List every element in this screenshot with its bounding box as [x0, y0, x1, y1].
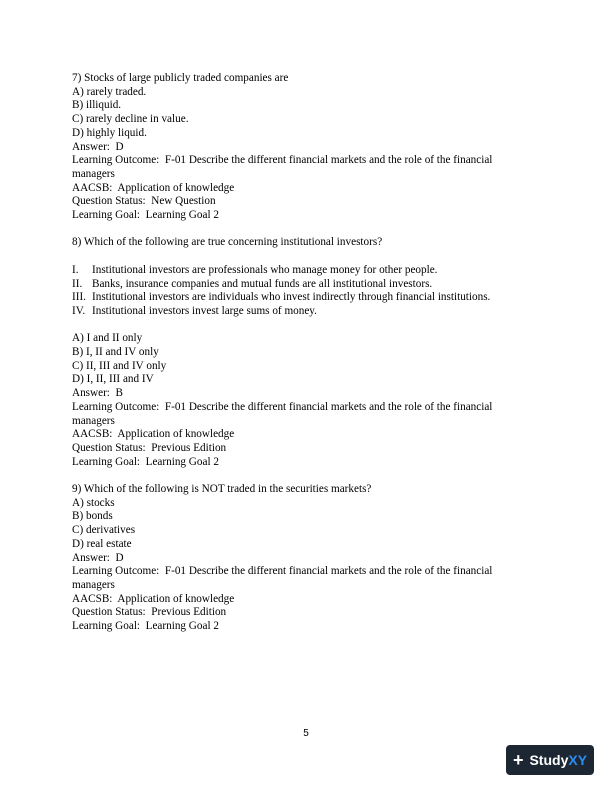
studyxy-logo-text: StudyXY — [529, 752, 588, 768]
aacsb: AACSB: Application of knowledge — [72, 181, 235, 194]
choice-d: D) I, II, III and IV — [72, 373, 154, 386]
question-8 — [72, 236, 552, 469]
learning-outcome: Learning Outcome: F-01 Describe the different financial markets and the role of the financial — [72, 400, 493, 413]
choice-a: A) rarely traded. — [72, 85, 147, 98]
learning-outcome-cont: managers — [72, 414, 115, 427]
choice-b: B) bonds — [72, 510, 113, 523]
learning-outcome: Learning Outcome: F-01 Describe the different financial markets and the role of the financial — [72, 565, 493, 578]
statement-1 — [72, 264, 552, 278]
question-text: 8) Which of the following are true concerning institutional investors? — [72, 236, 383, 249]
choice-c: C) II, III and IV only — [72, 359, 167, 372]
plus-icon: + — [512, 750, 524, 770]
answer: Answer: B — [72, 387, 123, 400]
question-9 — [72, 483, 552, 634]
answer: Answer: D — [72, 551, 124, 564]
question-status: Question Status: Previous Edition — [72, 606, 227, 619]
document-body — [72, 72, 552, 634]
learning-outcome-cont: managers — [72, 167, 115, 180]
aacsb: AACSB: Application of knowledge — [72, 428, 235, 441]
choice-d: D) real estate — [72, 537, 132, 550]
studyxy-badge[interactable] — [506, 745, 594, 775]
statement-text: Banks, insurance companies and mutual funds are all institutional investors. — [92, 277, 433, 290]
learning-goal: Learning Goal: Learning Goal 2 — [72, 620, 219, 633]
statement-4 — [72, 305, 552, 319]
statement-number: I. — [72, 263, 79, 276]
learning-goal: Learning Goal: Learning Goal 2 — [72, 455, 219, 468]
question-7 — [72, 72, 552, 223]
choice-c: C) rarely decline in value. — [72, 113, 189, 126]
question-status: Question Status: Previous Edition — [72, 441, 227, 454]
choice-a: A) stocks — [72, 496, 115, 509]
choice-d: D) highly liquid. — [72, 126, 147, 139]
statement-number: III. — [72, 291, 86, 304]
statement-2 — [72, 278, 552, 292]
question-text: 7) Stocks of large publicly traded companies are — [72, 72, 289, 84]
learning-outcome-cont: managers — [72, 578, 115, 591]
question-status: Question Status: New Question — [72, 195, 216, 208]
learning-outcome: Learning Outcome: F-01 Describe the different financial markets and the role of the financial — [72, 154, 493, 167]
learning-goal: Learning Goal: Learning Goal 2 — [72, 209, 219, 222]
aacsb: AACSB: Application of knowledge — [72, 592, 235, 605]
choice-b: B) illiquid. — [72, 99, 122, 112]
page-number: 5 — [303, 728, 309, 739]
choice-c: C) derivatives — [72, 524, 136, 537]
statement-3 — [72, 291, 552, 305]
statement-text: Institutional investors are professionals who manage money for other people. — [92, 263, 438, 276]
choice-b: B) I, II and IV only — [72, 346, 159, 359]
question-text: 9) Which of the following is NOT traded in the securities markets? — [72, 483, 372, 496]
answer: Answer: D — [72, 140, 124, 153]
statement-text: Institutional investors are individuals who invest indirectly through financial institutions. — [92, 291, 491, 304]
statement-number: IV. — [72, 304, 86, 317]
choice-a: A) I and II only — [72, 332, 143, 345]
statement-text: Institutional investors invest large sums of money. — [92, 304, 317, 317]
statement-number: II. — [72, 277, 83, 290]
